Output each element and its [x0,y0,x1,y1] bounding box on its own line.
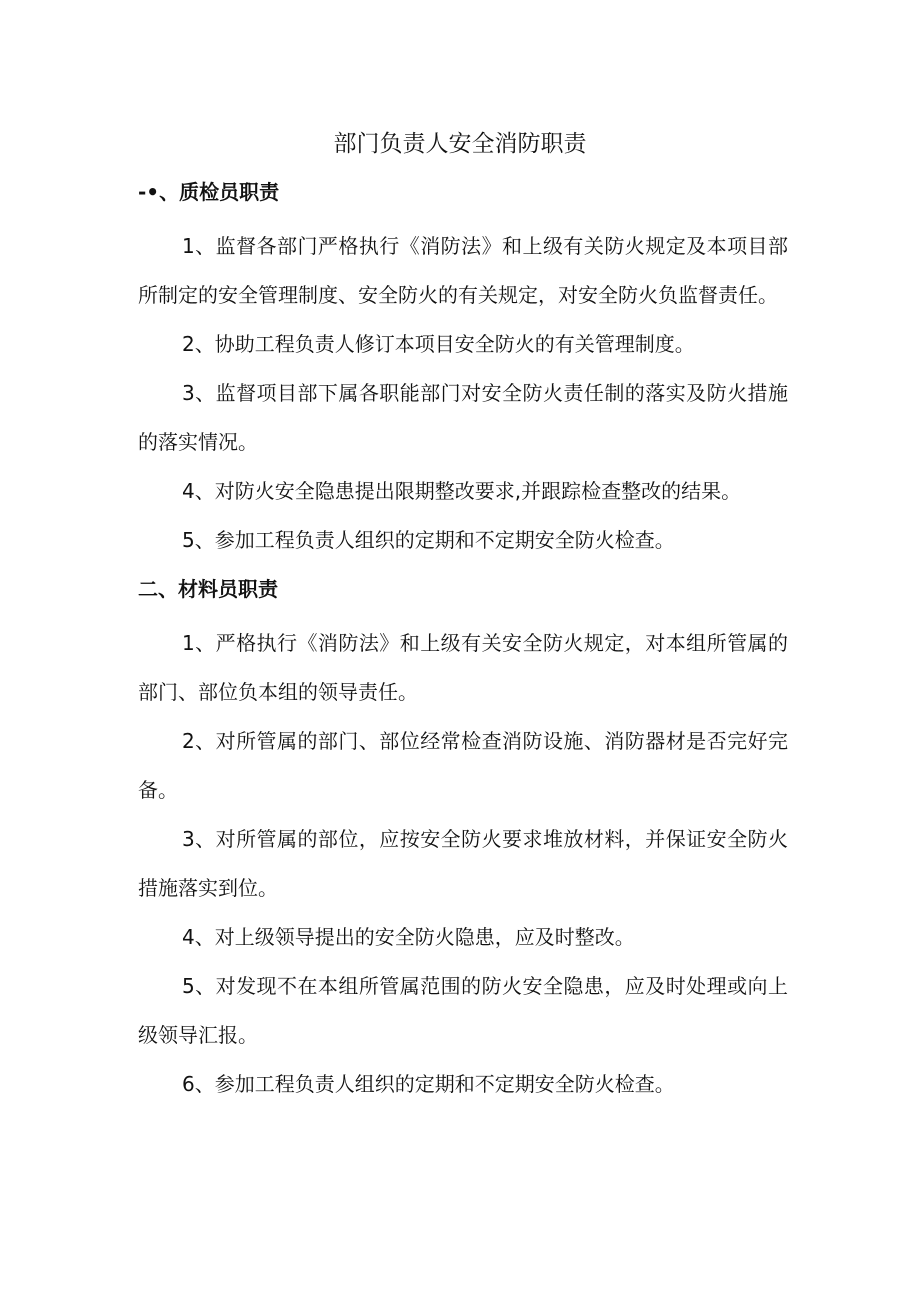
duty-item: 2、对所管属的部门、部位经常检查消防设施、消防器材是否完好完备。 [138,729,788,802]
document-title: 部门负责人安全消防职责 [333,131,587,157]
duty-item: 4、对上级领导提出的安全防火隐患，应及时整改。 [182,925,635,949]
duty-item: 3、对所管属的部位，应按安全防火要求堆放材料，并保证安全防火措施落实到位。 [138,827,788,900]
duty-item: 1、监督各部门严格执行《消防法》和上级有关防火规定及本项目部所制定的安全管理制度、安全防火的有关规定，对安全防火负监督责任。 [138,234,788,307]
duty-item: 5、对发现不在本组所管属范围的防火安全隐患，应及时处理或向上级领导汇报。 [138,974,788,1047]
duty-item: 2、协助工程负责人修订本项目安全防火的有关管理制度。 [182,332,695,356]
section-heading: -•、质检员职责 [138,180,280,204]
duty-item: 4、对防火安全隐患提出限期整改要求,并跟踪检查整改的结果。 [182,479,742,503]
section-materials-officer [138,573,788,1109]
duty-item: 6、参加工程负责人组织的定期和不定期安全防火检查。 [182,1072,675,1096]
duty-item: 5、参加工程负责人组织的定期和不定期安全防火检查。 [182,528,675,552]
section-quality-inspector [138,176,788,565]
document-body [138,176,788,1109]
duty-item: 3、监督项目部下属各职能部门对安全防火责任制的落实及防火措施的落实情况。 [138,381,788,454]
section-heading: 二、材料员职责 [138,577,278,601]
duty-item: 1、严格执行《消防法》和上级有关安全防火规定，对本组所管属的部门、部位负本组的领导责任。 [138,631,788,704]
